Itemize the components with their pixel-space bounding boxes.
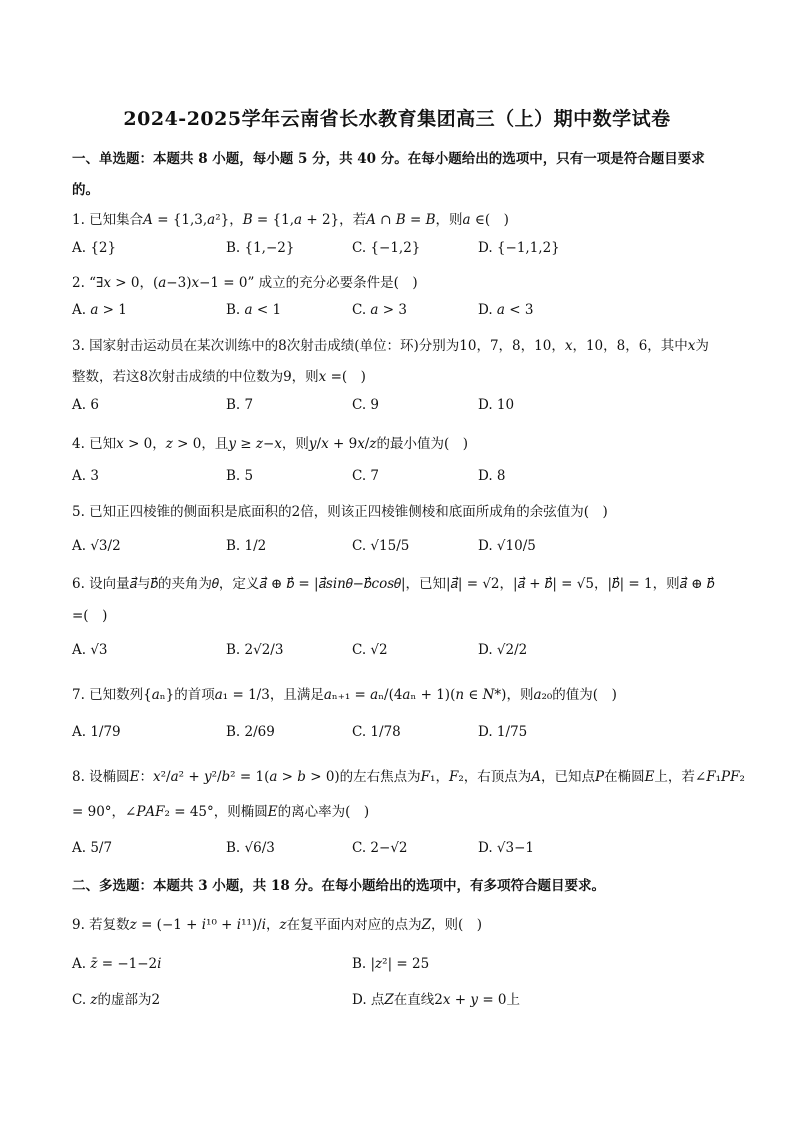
q3-option-d: D. 10 (478, 397, 515, 413)
q9-option-a: A. 𝑧̄ = −1−2𝑖 (72, 956, 162, 972)
q8-option-c: C. 2−√2 (352, 840, 408, 856)
section1-header-line2: 的。 (72, 182, 99, 198)
question-3-stem-line2: 整数，若这8次射击成绩的中位数为9，则𝑥 =( ) (72, 369, 366, 385)
question-7-stem: 7. 已知数列{𝑎ₙ}的首项𝑎₁ = 1/3，且满足𝑎ₙ₊₁ = 𝑎ₙ/(4𝑎ₙ + 1)(𝑛 ∈ 𝑁*)，则𝑎₂₀的值为( ) (72, 687, 617, 703)
section2-header: 二、多选题：本题共 3 小题，共 18 分。在每小题给出的选项中，有多项符合题目要求。 (72, 878, 605, 894)
q4-option-b: B. 5 (226, 468, 254, 484)
q1-option-d: D. {−1,1,2} (478, 240, 560, 256)
q2-option-a: A. 𝑎 > 1 (72, 302, 127, 318)
q7-option-d: D. 1/75 (478, 724, 528, 740)
q7-option-b: B. 2/69 (226, 724, 275, 740)
q7-option-c: C. 1/78 (352, 724, 401, 740)
q4-option-a: A. 3 (72, 468, 99, 484)
question-4-stem: 4. 已知𝑥 > 0，𝑧 > 0，且𝑦 ≥ 𝑧−𝑥，则𝑦/𝑥 + 9𝑥/𝑧的最小值为( ) (72, 436, 469, 452)
section1-header-line1: 一、单选题：本题共 8 小题，每小题 5 分，共 40 分。在每小题给出的选项中，只有一项是符合题目要求 (72, 151, 705, 167)
question-1-stem: 1. 已知集合𝐴 = {1,3,𝑎²}，𝐵 = {1,𝑎 + 2}，若𝐴 ∩ 𝐵 = 𝐵，则𝑎 ∈( ) (72, 212, 509, 228)
question-5-stem: 5. 已知正四棱锥的侧面积是底面积的2倍，则该正四棱锥侧棱和底面所成角的余弦值为( ) (72, 504, 608, 520)
q2-option-d: D. 𝑎 < 3 (478, 302, 534, 318)
q6-option-d: D. √2/2 (478, 642, 528, 658)
q6-option-a: A. √3 (72, 642, 108, 658)
q6-option-c: C. √2 (352, 642, 388, 658)
q2-option-b: B. 𝑎 < 1 (226, 302, 282, 318)
q3-option-b: B. 7 (226, 397, 254, 413)
q8-option-b: B. √6/3 (226, 840, 275, 856)
exam-title: 2024-2025学年云南省长水教育集团高三（上）期中数学试卷 (123, 108, 671, 130)
q8-option-d: D. √3−1 (478, 840, 535, 856)
q1-option-c: C. {−1,2} (352, 240, 421, 256)
question-2-stem: 2. “∃𝑥 > 0，(𝑎−3)𝑥−1 = 0” 成立的充分必要条件是( ) (72, 275, 418, 291)
q9-option-b: B. |𝑧²| = 25 (352, 956, 430, 972)
question-6-stem-line2: =( ) (72, 608, 108, 624)
question-8-stem-line1: 8. 设椭圆𝐸：𝑥²/𝑎² + 𝑦²/𝑏² = 1(𝑎 > 𝑏 > 0)的左右焦点为𝐹₁，𝐹₂，右顶点为𝐴，已知点𝑃在椭圆𝐸上，若∠𝐹₁𝑃𝐹₂ (72, 769, 745, 785)
question-6-stem-line1: 6. 设向量𝑎⃗与𝑏⃗的夹角为𝜃，定义𝑎⃗ ⊕ 𝑏⃗ = |𝑎⃗𝑠𝑖𝑛𝜃−𝑏⃗𝑐𝑜𝑠𝜃|，已知|𝑎⃗| = √2，|𝑎⃗ + 𝑏⃗| = √5，|𝑏⃗| = 1，则𝑎⃗ ⊕ 𝑏⃗ (72, 576, 715, 592)
q2-option-c: C. 𝑎 > 3 (352, 302, 407, 318)
q8-option-a: A. 5/7 (72, 840, 113, 856)
q5-option-b: B. 1/2 (226, 538, 267, 554)
question-8-stem-line2: = 90°，∠𝑃𝐴𝐹₂ = 45°，则椭圆𝐸的离心率为( ) (72, 804, 370, 820)
q5-option-d: D. √10/5 (478, 538, 536, 554)
question-3-stem-line1: 3. 国家射击运动员在某次训练中的8次射击成绩(单位：环)分别为10，7，8，10，𝑥，10，8，6，其中𝑥为 (72, 338, 709, 354)
q5-option-a: A. √3/2 (72, 538, 121, 554)
q3-option-c: C. 9 (352, 397, 380, 413)
question-9-stem: 9. 若复数𝑧 = (−1 + 𝑖¹⁰ + 𝑖¹¹)/𝑖，𝑧在复平面内对应的点为𝑍，则( ) (72, 917, 483, 933)
q5-option-c: C. √15/5 (352, 538, 410, 554)
q1-option-a: A. {2} (72, 240, 117, 256)
q3-option-a: A. 6 (72, 397, 99, 413)
q9-option-d: D. 点𝑍在直线2𝑥 + 𝑦 = 0上 (352, 992, 521, 1008)
q4-option-d: D. 8 (478, 468, 506, 484)
q6-option-b: B. 2√2/3 (226, 642, 284, 658)
q1-option-b: B. {1,−2} (226, 240, 295, 256)
q9-option-c: C. 𝑧的虚部为2 (72, 992, 161, 1008)
q4-option-c: C. 7 (352, 468, 380, 484)
q7-option-a: A. 1/79 (72, 724, 121, 740)
